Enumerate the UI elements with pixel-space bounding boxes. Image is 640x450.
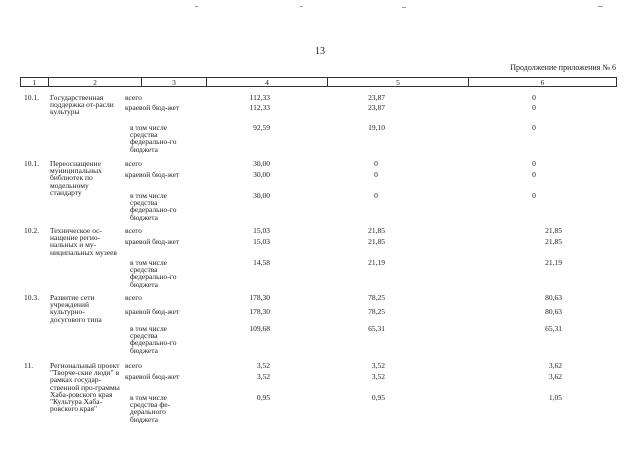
page-number: 13	[315, 46, 325, 57]
row-name: Государственная поддержка от-расли культуры	[50, 93, 114, 117]
value-col5: 65,31	[368, 324, 385, 333]
value-col6: 0	[532, 159, 536, 168]
budget-label: всего	[125, 293, 142, 302]
row-number: 10.1.	[24, 159, 39, 168]
value-col6: 21,19	[545, 258, 562, 267]
budget-label: всего	[125, 159, 142, 168]
value-col5: 3,52	[371, 361, 385, 370]
column-header-row	[20, 77, 617, 87]
value-col5: 78,25	[368, 293, 385, 302]
value-col6: 0	[532, 170, 536, 179]
row-name: Региональный проект "Творче-ские люди" в рамках государ-ственной про-граммы Хаба-ровского края "Культура Хаба-ровского края"	[50, 361, 120, 414]
budget-line	[0, 393, 640, 424]
column-header-3: 3	[142, 78, 207, 86]
value-col5: 23,87	[368, 93, 385, 102]
value-col5: 3,52	[371, 372, 385, 381]
value-col4: 109,68	[249, 324, 270, 333]
budget-label: краевой бюд-жет	[125, 372, 180, 381]
budget-label: краевой бюд-жет	[125, 170, 180, 179]
budget-line	[0, 324, 640, 355]
column-header-2: 2	[49, 78, 142, 86]
value-col6: 80,63	[545, 293, 562, 302]
budget-line	[0, 123, 640, 154]
row-number: 11.	[24, 361, 34, 370]
value-col5: 0	[374, 159, 378, 168]
budget-label: всего	[125, 226, 142, 235]
row-name: Техническое ос-нащение регио-нальных и му-ниципальных музеев	[50, 226, 117, 257]
value-col5: 78,25	[368, 307, 385, 316]
value-col5: 21,85	[368, 237, 385, 246]
value-col5: 0,95	[371, 393, 385, 402]
budget-label: всего	[125, 361, 142, 370]
value-col4: 112,33	[249, 103, 270, 112]
value-col5: 19,10	[368, 123, 385, 132]
value-col5: 23,87	[368, 103, 385, 112]
budget-line	[0, 104, 640, 126]
value-col6: 0	[532, 123, 536, 132]
column-header-4: 4	[207, 78, 328, 86]
value-col5: 0	[374, 170, 378, 179]
value-col4: 3,52	[256, 361, 270, 370]
value-col4: 178,30	[249, 307, 270, 316]
value-col6: 21,85	[545, 237, 562, 246]
value-col4: 112,33	[249, 93, 270, 102]
value-col6: 1,05	[548, 393, 562, 402]
value-col6: 80,63	[545, 307, 562, 316]
budget-label: краевой бюд-жет	[125, 307, 180, 316]
value-col6: 65,31	[545, 324, 562, 333]
value-col6: 0	[532, 93, 536, 102]
budget-label: всего	[125, 93, 142, 102]
value-col4: 0,95	[256, 393, 270, 402]
value-col4: 14,58	[253, 258, 270, 267]
value-col4: 92,59	[253, 123, 270, 132]
value-col5: 21,19	[368, 258, 385, 267]
value-col5: 0	[374, 191, 378, 200]
column-header-1: 1	[21, 78, 49, 86]
value-col6: 0	[532, 103, 536, 112]
budget-label: в том числе средства федерально-го бюджета	[130, 324, 177, 355]
value-col6: 3,62	[548, 372, 562, 381]
budget-label: краевой бюд-жет	[125, 103, 180, 112]
budget-label: в том числе средства федерально-го бюджета	[130, 191, 177, 222]
budget-line	[0, 171, 640, 193]
value-col4: 3,52	[256, 372, 270, 381]
value-col4: 30,00	[253, 191, 270, 200]
row-number: 10.3.	[24, 293, 39, 302]
value-col6: 3,62	[548, 361, 562, 370]
budget-label: в том числе средства федерально-го бюджета	[130, 258, 177, 289]
budget-label: в том числе средства федерально-го бюджета	[130, 123, 177, 154]
continuation-caption: Продолжение приложения № 6	[510, 63, 616, 72]
budget-label: в том числе средства фе-дерального бюджета	[130, 393, 171, 424]
value-col6: 0	[532, 191, 536, 200]
value-col4: 15,03	[253, 226, 270, 235]
column-header-5: 5	[328, 78, 469, 86]
value-col4: 178,30	[249, 293, 270, 302]
row-number: 10.2.	[24, 226, 39, 235]
row-name: Развитие сети учреждений культурно-досугового типа	[50, 293, 102, 324]
value-col4: 30,00	[253, 159, 270, 168]
budget-line	[0, 258, 640, 289]
value-col4: 30,00	[253, 170, 270, 179]
value-col4: 15,03	[253, 237, 270, 246]
budget-label: краевой бюд-жет	[125, 237, 180, 246]
budget-line	[0, 238, 640, 260]
budget-line	[0, 191, 640, 222]
row-name: Переоснащение муниципальных библиотек по модельному стандарту	[50, 159, 102, 197]
value-col5: 21,85	[368, 226, 385, 235]
column-header-6: 6	[540, 78, 545, 87]
budget-line	[0, 373, 640, 395]
row-number: 10.1.	[24, 93, 39, 102]
value-col6: 21,85	[545, 226, 562, 235]
